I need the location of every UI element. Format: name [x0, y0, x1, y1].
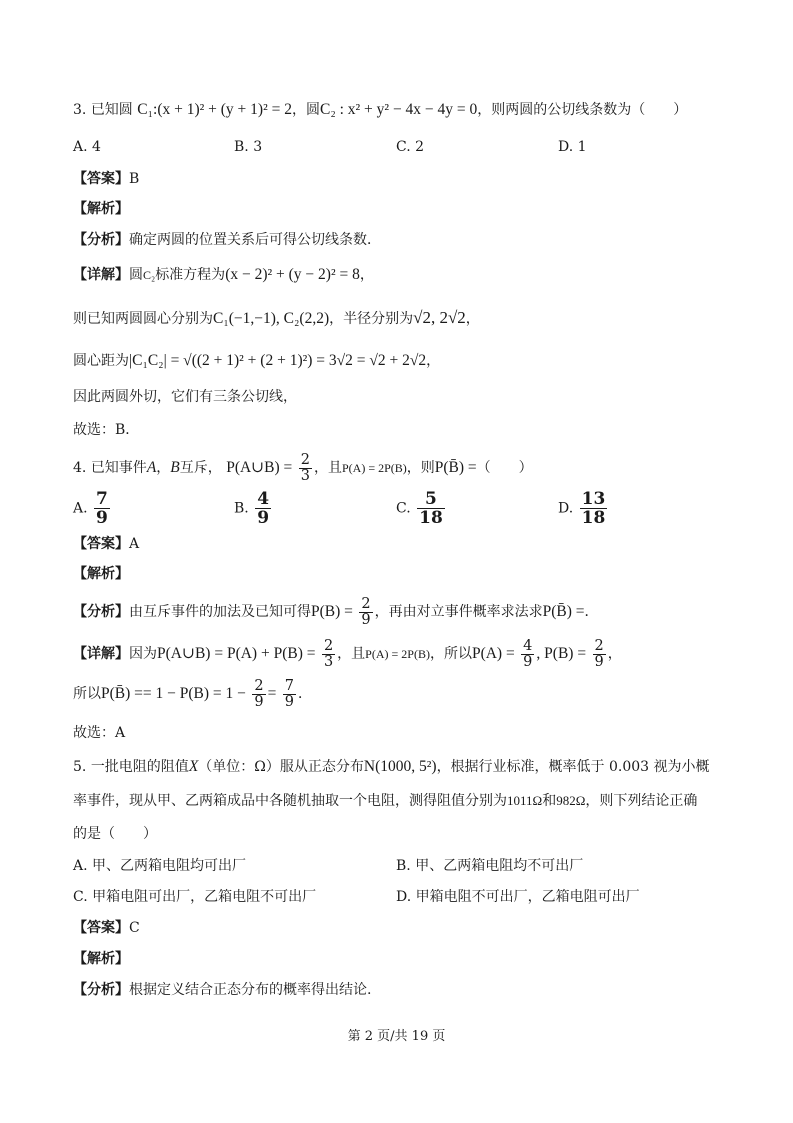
q5-answer: [73, 918, 140, 938]
q4-number: 4.: [73, 460, 87, 476]
math: (x − 2)² + (y − 2)² = 8: [225, 266, 360, 283]
text: 则已知两圆圆心分别为: [73, 311, 213, 327]
denominator: 3: [323, 653, 334, 670]
math: B: [170, 459, 180, 476]
denominator: 18: [581, 508, 606, 528]
q3-detail-line3: [73, 351, 440, 371]
text: ，: [156, 460, 171, 476]
fraction: [252, 679, 265, 710]
denominator: 9: [257, 508, 270, 528]
fenxi-tag: 【分析】: [73, 604, 129, 620]
fraction: [299, 453, 312, 484]
math: P(A∪B) =: [226, 459, 293, 476]
text: ．: [584, 604, 599, 620]
text: ，: [607, 646, 622, 662]
option-letter: C.: [396, 500, 411, 517]
denominator: 9: [284, 693, 295, 710]
math: P(A) = 2P(B): [365, 647, 430, 661]
text: 因为: [129, 646, 157, 662]
text: ，则下列结论正确: [585, 793, 698, 809]
math: |C₁C₂| = √((2 + 1)² + (2 + 1)²) = 3√2 = √2 + 2√2: [129, 352, 427, 369]
text: 一批电阻的阻值: [90, 759, 189, 775]
q5-fenxi: [73, 980, 371, 1000]
q3-ask: ，则两圆的公切线条数为（ ）: [477, 102, 688, 118]
fraction: [283, 679, 296, 710]
q3-detail-line5: 故选：B．: [73, 422, 140, 438]
text: 圆: [129, 267, 143, 283]
q4-analysis-heading: [73, 564, 129, 584]
q5-option-c: C. 甲箱电阻可出厂，乙箱电阻不可出厂: [73, 889, 317, 905]
q3-number: 3.: [73, 102, 87, 118]
q5-stem-line2: [73, 791, 697, 811]
numerator: 2: [323, 637, 334, 654]
text: ，: [465, 311, 480, 327]
numerator: 13: [581, 489, 606, 509]
math: 1011Ω: [507, 793, 543, 808]
fraction: [521, 639, 534, 670]
math: P(A) =: [471, 645, 515, 662]
q3-option-b: B. 3: [234, 139, 263, 155]
fenxi-text: 确定两圆的位置关系后可得公切线条数．: [129, 232, 381, 248]
fraction: [255, 490, 271, 527]
text: 已知事件: [90, 460, 147, 476]
q3-detail-line2: [73, 308, 480, 329]
q4-option-d: [558, 490, 609, 527]
q3-fenxi: [73, 230, 381, 250]
text: 标准方程为: [155, 267, 226, 283]
denominator: 9: [594, 653, 604, 670]
numerator: 2: [594, 637, 604, 654]
math: P(A∪B) = P(A) + P(B) =: [157, 645, 316, 662]
fraction: [580, 490, 608, 527]
text: ，再由对立事件概率求法求: [374, 604, 543, 620]
text: 由互斥事件的加法及已知可得: [129, 604, 311, 620]
xiangjie-tag: 【详解】: [73, 267, 129, 283]
math: P(B̄) =: [101, 685, 143, 702]
q3-detail-line1: [73, 265, 374, 285]
fraction: [94, 490, 110, 527]
option-letter: D.: [558, 500, 574, 517]
analysis-tag: 【解析】: [73, 951, 129, 967]
answer-value: C: [129, 920, 140, 936]
math: A: [146, 459, 157, 476]
numerator: 2: [254, 677, 264, 694]
math: P(A) = 2P(B): [341, 461, 407, 475]
q4-detail-line2: [73, 676, 312, 712]
page-footer: 第 2 页/共 19 页: [347, 1029, 446, 1044]
text: （单位：Ω）服从正态分布: [198, 759, 364, 775]
q3-sep: ，圆: [291, 102, 320, 118]
q5-number: 5.: [73, 759, 87, 775]
fenxi-tag: 【分析】: [73, 982, 129, 998]
math: C₂: [143, 268, 156, 282]
text: ，且: [313, 460, 342, 476]
q3-option-c: C. 2: [396, 139, 425, 155]
q3-stem: [73, 100, 687, 120]
q3-detail-line4: 因此两圆外切，它们有三条公切线，: [73, 389, 297, 405]
q5-stem-line3: 的是（ ）: [73, 826, 157, 842]
numerator: 4: [523, 637, 533, 654]
numerator: 5: [417, 490, 445, 509]
fenxi-tag: 【分析】: [73, 232, 129, 248]
q4-option-a: [73, 490, 112, 527]
denominator: 9: [254, 693, 264, 710]
fraction: [322, 639, 335, 670]
q5-option-a: A. 甲、乙两箱电阻均可出厂: [73, 858, 247, 874]
fraction: [359, 597, 372, 628]
numerator: 7: [284, 677, 295, 694]
text: （ ）: [476, 460, 533, 476]
q4-stem: [73, 452, 533, 484]
q4-detail-line3: 故选：A: [73, 725, 126, 741]
q3-option-d: D. 1: [558, 139, 587, 155]
xiangjie-tag: 【详解】: [73, 646, 129, 662]
q4-detail-line1: [73, 636, 622, 672]
math: =: [267, 685, 277, 702]
fraction: [593, 639, 606, 670]
math: = 1 − P(B) = 1 −: [142, 685, 246, 702]
text: ，半径分别为: [329, 311, 414, 327]
q3-analysis-heading: [73, 199, 129, 219]
numerator: 2: [300, 451, 310, 468]
text: 率事件，现从甲、乙两箱成品中各随机抽取一个电阻，测得阻值分别为: [73, 793, 507, 809]
text: ，: [359, 267, 374, 283]
q4-fenxi: [73, 594, 599, 630]
text: 圆心距为: [73, 353, 129, 369]
q3-option-a: A. 4: [73, 139, 101, 155]
analysis-tag: 【解析】: [73, 201, 129, 217]
text: ，则: [406, 460, 435, 476]
text: 所以: [73, 686, 101, 702]
math: , P(B) =: [536, 645, 587, 662]
q5-analysis-heading: [73, 949, 129, 969]
option-letter: A.: [73, 500, 88, 517]
q3-answer: [73, 169, 139, 189]
answer-tag: 【答案】: [73, 171, 129, 187]
denominator: 3: [300, 467, 310, 484]
text: ，且: [337, 646, 366, 662]
text: 互斥，: [179, 460, 222, 476]
text: ，根据行业标准，概率低于 0.003 视为小概: [436, 759, 710, 775]
denominator: 9: [96, 508, 108, 528]
answer-value: A: [129, 536, 140, 552]
answer-value: B: [129, 171, 140, 187]
math: 982Ω: [556, 793, 586, 808]
q5-stem-line1: [73, 757, 710, 777]
text: 和: [542, 793, 557, 809]
math: N(1000, 5²): [363, 758, 437, 775]
fraction: [417, 490, 445, 527]
q5-option-d: D. 甲箱电阻不可出厂，乙箱电阻可出厂: [396, 889, 640, 905]
q4-option-b: [234, 490, 273, 527]
math: P(B̄) =: [542, 603, 585, 620]
math: √2, 2√2: [413, 308, 466, 327]
denominator: 9: [361, 611, 371, 628]
denominator: 9: [523, 653, 533, 670]
numerator: 7: [96, 489, 108, 509]
text: ，所以: [429, 646, 472, 662]
q3-lead: 已知圆: [90, 102, 133, 118]
fenxi-text: 根据定义结合正态分布的概率得出结论.: [129, 982, 372, 998]
q3-circle1: C₁:(x + 1)² + (y + 1)² = 2: [137, 101, 292, 118]
q4-answer: [73, 534, 139, 554]
math: C₁(−1,−1), C₂(2,2): [213, 310, 330, 327]
option-letter: B.: [234, 500, 249, 517]
math: P(B̄) =: [434, 459, 477, 476]
answer-tag: 【答案】: [73, 920, 129, 936]
q5-option-b: B. 甲、乙两箱电阻均不可出厂: [396, 858, 584, 874]
analysis-tag: 【解析】: [73, 566, 129, 582]
q3-circle2: C₂ : x² + y² − 4x − 4y = 0: [319, 101, 478, 118]
numerator: 2: [361, 595, 371, 612]
q4-option-c: [396, 490, 447, 527]
math: P(B) =: [311, 603, 353, 620]
numerator: 4: [257, 489, 270, 509]
math: X: [188, 758, 199, 775]
answer-tag: 【答案】: [73, 536, 129, 552]
text: ．: [298, 686, 313, 702]
denominator: 18: [419, 508, 443, 528]
text: ，: [426, 353, 441, 369]
